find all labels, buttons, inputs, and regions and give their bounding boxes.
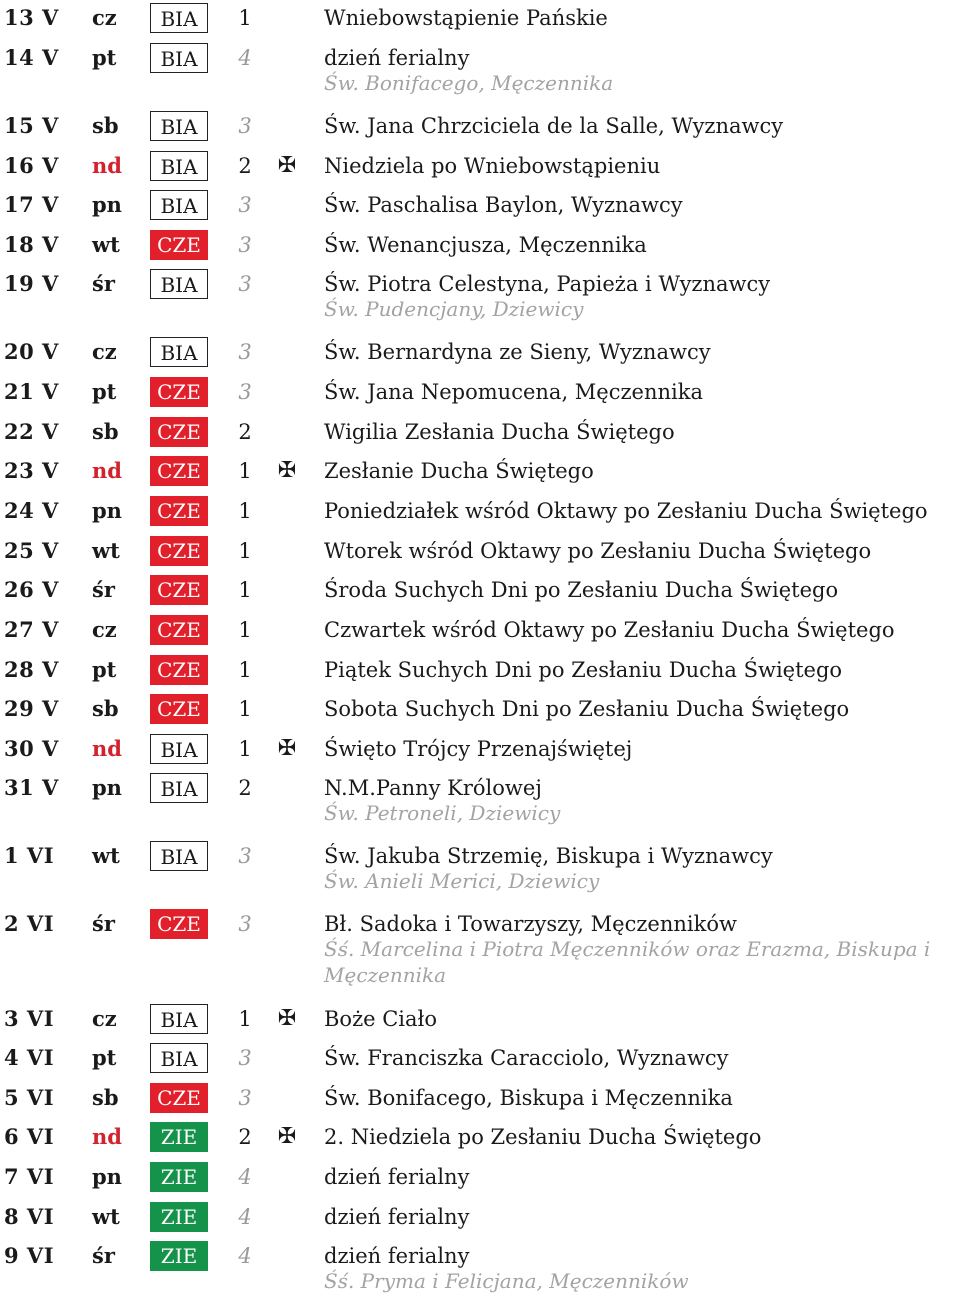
- row-day-of-week: śr: [92, 577, 115, 602]
- feast-title: Św. Paschalisa Baylon, Wyznawcy: [324, 193, 683, 217]
- row-day-of-week: śr: [92, 911, 115, 936]
- feast-title: Wtorek wśród Oktawy po Zesłaniu Ducha Świętego: [324, 539, 872, 563]
- row-day-of-week: pn: [92, 775, 122, 800]
- row-date: 26 V: [4, 577, 59, 602]
- feast-title: Św. Piotra Celestyna, Papieża i Wyznawcy: [324, 272, 771, 296]
- row-date: 22 V: [4, 419, 59, 444]
- liturgical-color-badge: ZIE: [150, 1122, 208, 1152]
- feast-title: Boże Ciało: [324, 1007, 437, 1031]
- liturgical-color-badge: BIA: [150, 1004, 208, 1034]
- liturgical-color-badge: BIA: [150, 111, 208, 141]
- commemoration: Św. Anieli Merici, Dziewicy: [324, 869, 600, 893]
- feast-title: Zesłanie Ducha Świętego: [324, 459, 594, 483]
- calendar-row: [0, 1042, 960, 1082]
- row-day-of-week: cz: [92, 1006, 117, 1031]
- row-date: 7 VI: [4, 1164, 55, 1189]
- row-date: 14 V: [4, 45, 59, 70]
- feast-title: Sobota Suchych Dni po Zesłaniu Ducha Świętego: [324, 697, 850, 721]
- row-day-of-week: pn: [92, 1164, 122, 1189]
- row-day-of-week: pn: [92, 498, 122, 523]
- row-day-of-week: cz: [92, 5, 117, 30]
- cross-pattee-icon: ✠: [277, 458, 297, 483]
- feast-title: Św. Bonifacego, Biskupa i Męczennika: [324, 1086, 733, 1110]
- calendar-row: [0, 455, 960, 495]
- liturgical-color-badge: CZE: [150, 1083, 208, 1113]
- feast-title: Bł. Sadoka i Towarzyszy, Męczenników: [324, 912, 737, 936]
- feast-title: Święto Trójcy Przenajświętej: [324, 737, 633, 761]
- feast-title: Św. Jana Nepomucena, Męczennika: [324, 380, 703, 404]
- feast-class: 2: [238, 154, 252, 178]
- calendar-row: [0, 772, 960, 825]
- calendar-row: [0, 416, 960, 456]
- calendar-row: [0, 693, 960, 733]
- row-day-of-week: pt: [92, 657, 117, 682]
- feast-class: 4: [238, 1244, 252, 1268]
- feast-title: dzień ferialny: [324, 46, 470, 70]
- liturgical-color-badge: BIA: [150, 151, 208, 181]
- liturgical-color-badge: ZIE: [150, 1162, 208, 1192]
- liturgical-color-badge: BIA: [150, 734, 208, 764]
- cross-pattee-icon: ✠: [277, 736, 297, 761]
- liturgical-color-badge: BIA: [150, 1043, 208, 1073]
- feast-title: Poniedziałek wśród Oktawy po Zesłaniu Ducha Świętego: [324, 499, 928, 523]
- feast-class: 4: [238, 1165, 252, 1189]
- calendar-row: [0, 1003, 960, 1043]
- liturgical-color-badge: CZE: [150, 456, 208, 486]
- calendar-row: [0, 150, 960, 190]
- calendar-row: [0, 189, 960, 229]
- liturgical-color-badge: CZE: [150, 417, 208, 447]
- row-day-of-week: wt: [92, 1204, 120, 1229]
- calendar-row: [0, 42, 960, 95]
- row-date: 18 V: [4, 232, 59, 257]
- liturgical-color-badge: CZE: [150, 655, 208, 685]
- feast-title: Św. Bernardyna ze Sieny, Wyznawcy: [324, 340, 711, 364]
- liturgical-color-badge: ZIE: [150, 1241, 208, 1271]
- row-day-of-week: pt: [92, 379, 117, 404]
- feast-title: N.M.Panny Królowej: [324, 776, 542, 800]
- calendar-row: [0, 1121, 960, 1161]
- feast-class: 2: [238, 1125, 252, 1149]
- feast-title: Wigilia Zesłania Ducha Świętego: [324, 420, 675, 444]
- liturgical-color-badge: CZE: [150, 615, 208, 645]
- liturgical-color-badge: CZE: [150, 694, 208, 724]
- row-date: 3 VI: [4, 1006, 55, 1031]
- row-date: 2 VI: [4, 911, 55, 936]
- calendar-row: [0, 654, 960, 694]
- liturgical-color-badge: CZE: [150, 909, 208, 939]
- feast-class: 2: [238, 776, 252, 800]
- liturgical-color-badge: CZE: [150, 536, 208, 566]
- row-date: 28 V: [4, 657, 59, 682]
- liturgical-color-badge: BIA: [150, 269, 208, 299]
- feast-title: Św. Jana Chrzciciela de la Salle, Wyznawcy: [324, 114, 784, 138]
- row-date: 29 V: [4, 696, 59, 721]
- row-date: 15 V: [4, 113, 59, 138]
- commemoration: Św. Bonifacego, Męczennika: [324, 71, 614, 95]
- liturgical-color-badge: ZIE: [150, 1202, 208, 1232]
- row-day-of-week: pt: [92, 1045, 117, 1070]
- feast-title: Piątek Suchych Dni po Zesłaniu Ducha Świętego: [324, 658, 843, 682]
- feast-class: 1: [238, 697, 252, 721]
- feast-class: 1: [238, 459, 252, 483]
- row-day-of-week: wt: [92, 232, 120, 257]
- row-date: 17 V: [4, 192, 59, 217]
- feast-class: 1: [238, 737, 252, 761]
- row-day-of-week: sb: [92, 419, 119, 444]
- liturgical-color-badge: CZE: [150, 377, 208, 407]
- calendar-row: [0, 574, 960, 614]
- row-date: 25 V: [4, 538, 59, 563]
- row-day-of-week: nd: [92, 153, 122, 178]
- cross-pattee-icon: ✠: [277, 1124, 297, 1149]
- feast-class: 3: [238, 1086, 252, 1110]
- feast-title: dzień ferialny: [324, 1165, 470, 1189]
- row-date: 20 V: [4, 339, 59, 364]
- calendar-row: [0, 535, 960, 575]
- feast-title: Czwartek wśród Oktawy po Zesłaniu Ducha Świętego: [324, 618, 895, 642]
- calendar-row: [0, 614, 960, 654]
- feast-title: Św. Jakuba Strzemię, Biskupa i Wyznawcy: [324, 844, 773, 868]
- feast-class: 4: [238, 1205, 252, 1229]
- row-date: 13 V: [4, 5, 59, 30]
- feast-title: Wniebowstąpienie Pańskie: [324, 6, 608, 30]
- row-day-of-week: sb: [92, 696, 119, 721]
- feast-class: 3: [238, 340, 252, 364]
- liturgical-color-badge: BIA: [150, 3, 208, 33]
- feast-class: 3: [238, 380, 252, 404]
- calendar-row: [0, 2, 960, 42]
- feast-title: dzień ferialny: [324, 1244, 470, 1268]
- liturgical-color-badge: CZE: [150, 230, 208, 260]
- calendar-row: [0, 1161, 960, 1201]
- calendar-row: [0, 1240, 960, 1293]
- row-date: 6 VI: [4, 1124, 55, 1149]
- row-day-of-week: pt: [92, 45, 117, 70]
- calendar-row: [0, 229, 960, 269]
- feast-class: 1: [238, 539, 252, 563]
- row-date: 31 V: [4, 775, 59, 800]
- row-day-of-week: sb: [92, 1085, 119, 1110]
- row-day-of-week: nd: [92, 458, 122, 483]
- feast-class: 3: [238, 233, 252, 257]
- row-day-of-week: cz: [92, 339, 117, 364]
- row-day-of-week: nd: [92, 736, 122, 761]
- row-date: 21 V: [4, 379, 59, 404]
- feast-class: 1: [238, 1007, 252, 1031]
- row-date: 9 VI: [4, 1243, 55, 1268]
- liturgical-color-badge: BIA: [150, 773, 208, 803]
- liturgical-color-badge: BIA: [150, 337, 208, 367]
- feast-class: 3: [238, 1046, 252, 1070]
- feast-class: 1: [238, 499, 252, 523]
- commemoration: Śś. Pryma i Felicjana, Męczenników: [324, 1269, 689, 1293]
- liturgical-color-badge: BIA: [150, 190, 208, 220]
- calendar-row: [0, 495, 960, 535]
- row-day-of-week: nd: [92, 1124, 122, 1149]
- row-day-of-week: wt: [92, 538, 120, 563]
- calendar-row: [0, 733, 960, 773]
- feast-class: 1: [238, 618, 252, 642]
- feast-class: 3: [238, 272, 252, 296]
- row-date: 5 VI: [4, 1085, 55, 1110]
- commemoration: Św. Pudencjany, Dziewicy: [324, 297, 584, 321]
- row-date: 27 V: [4, 617, 59, 642]
- feast-class: 3: [238, 114, 252, 138]
- row-date: 24 V: [4, 498, 59, 523]
- feast-title: Św. Wenancjusza, Męczennika: [324, 233, 647, 257]
- calendar-row: [0, 1201, 960, 1241]
- row-day-of-week: śr: [92, 271, 115, 296]
- calendar-row: [0, 110, 960, 150]
- commemoration: Św. Petroneli, Dziewicy: [324, 801, 561, 825]
- feast-class: 2: [238, 420, 252, 444]
- liturgical-color-badge: BIA: [150, 43, 208, 73]
- calendar-row: [0, 840, 960, 893]
- commemoration: Śś. Marcelina i Piotra Męczenników oraz Erazma, Biskupa i Męczennika: [324, 937, 931, 987]
- feast-class: 3: [238, 844, 252, 868]
- calendar-row: [0, 908, 960, 987]
- calendar-row: [0, 268, 960, 321]
- row-date: 16 V: [4, 153, 59, 178]
- feast-class: 4: [238, 46, 252, 70]
- row-date: 8 VI: [4, 1204, 55, 1229]
- feast-class: 1: [238, 6, 252, 30]
- row-date: 4 VI: [4, 1045, 55, 1070]
- cross-pattee-icon: ✠: [277, 1006, 297, 1031]
- calendar-row: [0, 336, 960, 376]
- row-date: 1 VI: [4, 843, 55, 868]
- feast-title: Środa Suchych Dni po Zesłaniu Ducha Świętego: [324, 578, 839, 602]
- cross-pattee-icon: ✠: [277, 153, 297, 178]
- row-day-of-week: wt: [92, 843, 120, 868]
- row-day-of-week: śr: [92, 1243, 115, 1268]
- row-day-of-week: cz: [92, 617, 117, 642]
- calendar-row: [0, 376, 960, 416]
- feast-class: 1: [238, 658, 252, 682]
- row-day-of-week: pn: [92, 192, 122, 217]
- row-date: 19 V: [4, 271, 59, 296]
- liturgical-color-badge: CZE: [150, 575, 208, 605]
- feast-title: 2. Niedziela po Zesłaniu Ducha Świętego: [324, 1125, 762, 1149]
- calendar-row: [0, 1082, 960, 1122]
- feast-title: Św. Franciszka Caracciolo, Wyznawcy: [324, 1046, 729, 1070]
- feast-title: dzień ferialny: [324, 1205, 470, 1229]
- row-date: 23 V: [4, 458, 59, 483]
- row-date: 30 V: [4, 736, 59, 761]
- feast-class: 3: [238, 912, 252, 936]
- liturgical-color-badge: BIA: [150, 841, 208, 871]
- liturgical-color-badge: CZE: [150, 496, 208, 526]
- feast-class: 3: [238, 193, 252, 217]
- feast-class: 1: [238, 578, 252, 602]
- feast-title: Niedziela po Wniebowstąpieniu: [324, 154, 661, 178]
- row-day-of-week: sb: [92, 113, 119, 138]
